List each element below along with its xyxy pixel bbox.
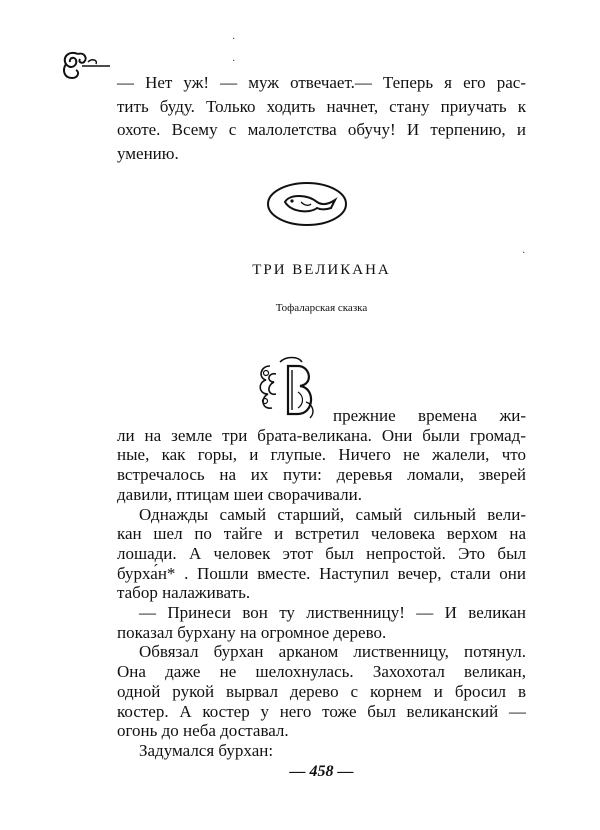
- text-line: огонь до неба доставал.: [117, 721, 289, 740]
- text-line: Однажды самый старший, самый сильный вели-: [139, 505, 526, 524]
- text-line: бурха́н* . Пошли вместе. Наступил вечер, стали они: [117, 564, 526, 583]
- text-line: давили, птицам шеи сворачивали.: [117, 485, 362, 504]
- text-line: Она даже не шелохнулась. Захохотал великан,: [117, 662, 526, 681]
- text-line: охоте. Всему с малолетства обучу! И терпению, и: [117, 120, 526, 139]
- text-line: умению.: [117, 144, 179, 163]
- text-line: лошади. А человек этот был непростой. Это был: [117, 544, 526, 563]
- text-line: Задумался бурхан:: [139, 741, 274, 760]
- text-line: одной рукой вырвал дерево с корнем и бросил в: [117, 682, 526, 701]
- page-speck: ·: [522, 248, 526, 259]
- text-line: Обвязал бурхан арканом лиственницу, потянул.: [139, 642, 526, 661]
- story-title: ТРИ ВЕЛИКАНА: [252, 262, 391, 278]
- text-line: прежние времена жи-: [333, 406, 526, 425]
- corner-ornament-icon: [58, 46, 114, 86]
- text-line: — Принеси вон ту лиственницу! — И великан: [139, 603, 526, 622]
- page-number: — 458 —: [289, 763, 354, 780]
- text-line: костер. А костер у него тоже был великанский —: [117, 702, 526, 721]
- page-speck: ·: [232, 56, 236, 67]
- text-line: встречалось на их пути: деревья ломали, зверей: [117, 465, 526, 484]
- text-line: тить буду. Только ходить начнет, стану приучать к: [117, 97, 526, 116]
- text-line: ные, как горы, и глупые. Ничего не жалели, что: [117, 445, 526, 464]
- dropcap-ornament-icon: [252, 352, 332, 424]
- page-speck: ·: [232, 34, 236, 45]
- story-subtitle: Тофаларская сказка: [275, 302, 368, 314]
- text-line: ли на земле три брата-великана. Они были громад-: [117, 426, 526, 445]
- fish-vignette-icon: [265, 180, 349, 228]
- text-line: кан шел по тайге и встретил человека верхом на: [117, 524, 526, 543]
- text-line: показал бурхану на огромное дерево.: [117, 623, 387, 642]
- text-line: табор налаживать.: [117, 583, 251, 602]
- text-line: — Нет уж! — муж отвечает.— Теперь я его рас-: [117, 73, 526, 92]
